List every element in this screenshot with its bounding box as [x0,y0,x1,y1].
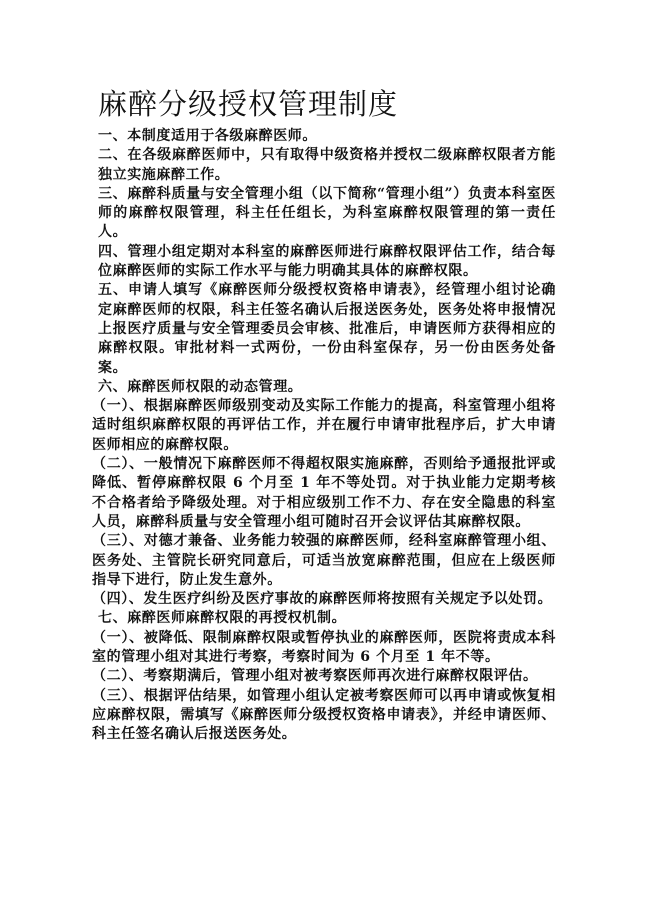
clause-1: 一、本制度适用于各级麻醉医师。 [98,128,317,144]
clause-7-item-1: （一）、被降低、限制麻醉权限或暂停执业的麻醉医师，医院将责成本科室的管理小组对其进行考察，考察时间为 6 个月至 1 年不等。 [92,629,556,666]
clause-6-heading: 六、麻醉医师权限的动态管理。 [98,378,303,395]
clause-6-item-3: （三）、对德才兼备、业务能力较强的麻醉医师，经科室麻醉管理小组、医务处、主管院长研究同意后，可适当放宽麻醉范围，但应在上级医师指导下进行，防止发生意外。 [92,533,556,588]
clause-7-item-2: （二）、考察期满后，管理小组对被考察医师再次进行麻醉权限评估。 [92,668,538,685]
clause-4: 四、管理小组定期对本科室的麻醉医师进行麻醉权限评估工作，结合每位麻醉医师的实际工作水平与能力明确其具体的麻醉权限。 [98,243,556,280]
clause-3: 三、麻醉科质量与安全管理小组（以下简称“管理小组”）负责本科室医师的麻醉权限管理，科主任任组长，为科室麻醉权限管理的第一责任人。 [98,185,556,241]
document-title: 麻醉分级授权管理制度 [98,87,399,121]
clause-7-heading: 七、麻醉医师麻醉权限的再授权机制。 [98,610,347,627]
clause-5: 五、申请人填写《麻醉医师分级授权资格申请表》，经管理小组讨论确定麻醉医师的权限，科主任签名确认后报送医务处，医务处将申报情况上报医疗质量与安全管理委员会审核、批准后，申请医师方获得相应的麻醉权限。审批材料一式两份，一份由科室保存，另一份由医务处备案。 [98,282,556,376]
clause-6-item-4: （四）、发生医疗纠纷及医疗事故的麻醉医师将按照有关规定予以处罚。 [92,591,553,608]
document-body [92,127,556,745]
clause-2: 二、在各级麻醉医师中，只有取得中级资格并授权二级麻醉权限者方能独立实施麻醉工作。 [98,147,556,183]
clause-6-item-2: （二）、一般情况下麻醉医师不得超权限实施麻醉，否则给予通报批评或降低、暂停麻醉权限 6 个月至 1 年不等处罚。对于执业能力定期考核不合格者给予降级处理。对于相应级别工作不力、存在安全隐患的科室人员，麻醉科质量与安全管理小组可随时召开会议评估其麻醉权限。 [92,456,556,530]
clause-6-item-1: （一）、根据麻醉医师级别变动及实际工作能力的提高，科室管理小组将适时组织麻醉权限的再评估工作，并在履行申请审批程序后，扩大申请医师相应的麻醉权限。 [92,398,556,453]
clause-7-item-3: （三）、根据评估结果，如管理小组认定被考察医师可以再申请或恢复相应麻醉权限，需填写《麻醉医师分级授权资格申请表》，并经申请医师、科主任签名确认后报送医务处。 [92,687,556,743]
